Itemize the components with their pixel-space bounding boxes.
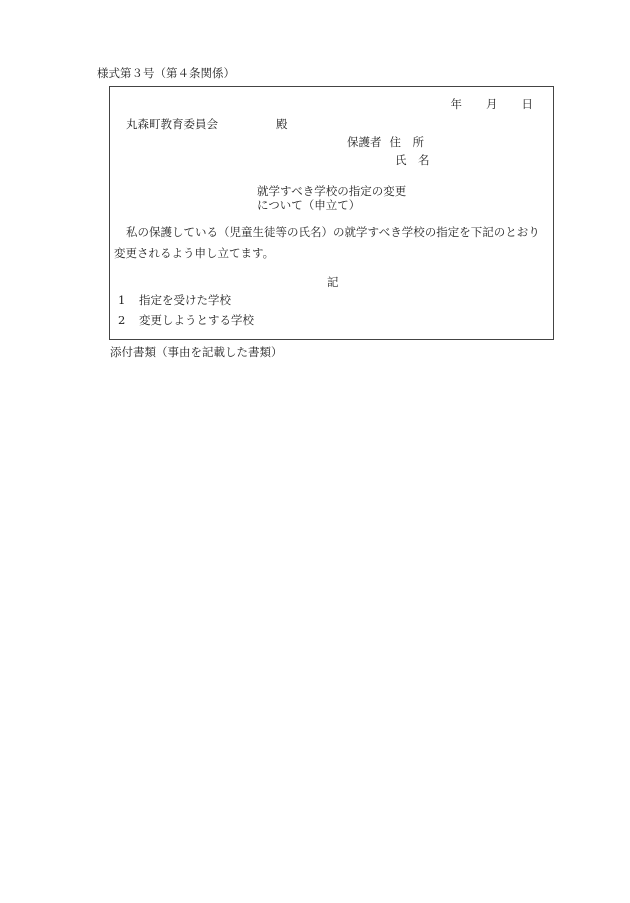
body-text-content: 私の保護している（児童生徒等の氏名）の就学すべき学校の指定を下記のとおり変更されるよう申し立てます。	[114, 225, 540, 260]
date-line	[451, 98, 534, 112]
form-box	[109, 86, 554, 340]
list-item-text: 指定を受けた学校	[139, 293, 231, 307]
address-label: 住 所	[389, 135, 424, 149]
guardian-address-line	[347, 136, 424, 150]
date-day-label: 日	[521, 97, 533, 111]
date-year-label: 年	[450, 97, 462, 111]
body-text	[114, 222, 550, 263]
document-title-line-2: について（申立て）	[257, 198, 361, 213]
guardian-name-line	[395, 154, 430, 168]
name-label: 氏 名	[395, 153, 430, 167]
guardian-label: 保護者	[347, 135, 382, 149]
document-title	[257, 184, 406, 213]
form-number: 様式第３号（第４条関係）	[97, 66, 235, 80]
list-item-number: 1	[118, 293, 126, 307]
addressee-name: 丸森町教育委員会	[126, 117, 218, 131]
list-item-text: 変更しようとする学校	[139, 313, 254, 327]
list-item-number: 2	[118, 313, 126, 327]
list-item	[118, 314, 254, 328]
attachment-note: 添付書類（事由を記載した書類）	[110, 345, 283, 359]
date-month-label: 月	[486, 97, 498, 111]
ki-heading: 記	[327, 275, 339, 289]
document-title-line-1: 就学すべき学校の指定の変更	[257, 184, 407, 198]
list-item	[118, 294, 231, 308]
addressee	[126, 118, 288, 132]
addressee-honorific: 殿	[276, 117, 288, 131]
